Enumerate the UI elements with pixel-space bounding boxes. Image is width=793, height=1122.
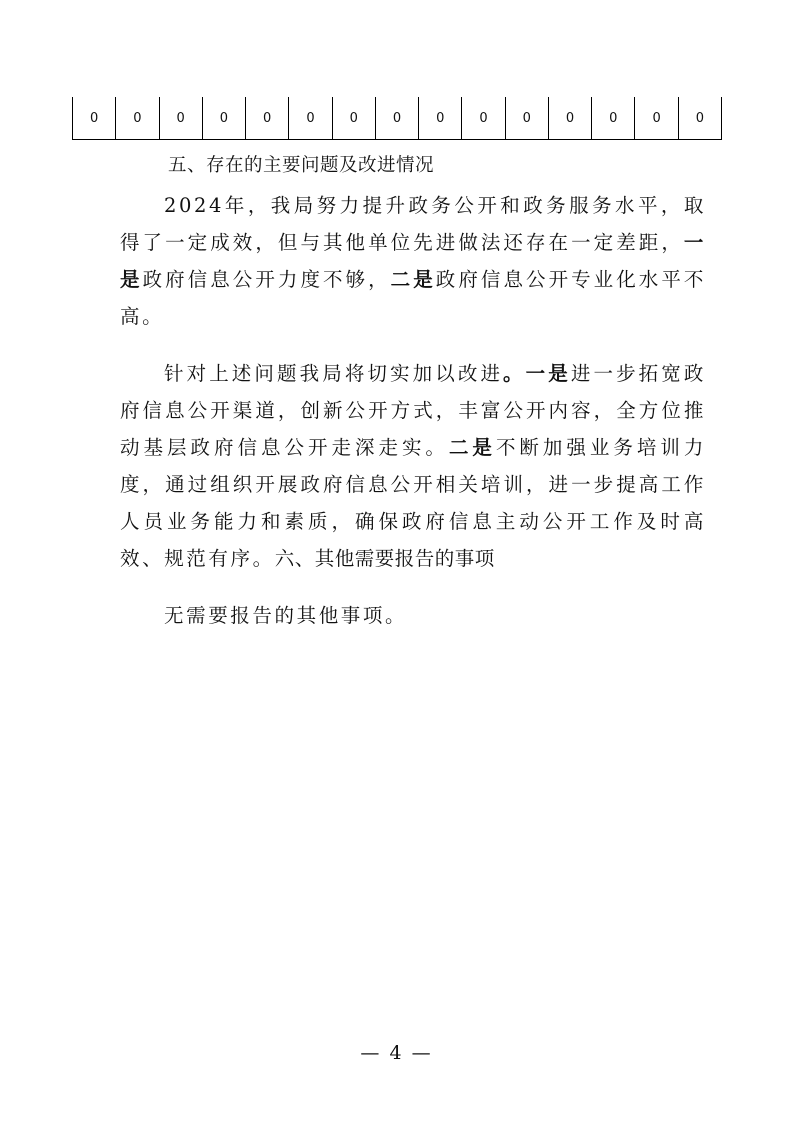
table-cell: 0 — [548, 97, 591, 140]
table-cell: 0 — [462, 97, 505, 140]
section-5-paragraph-1 — [120, 187, 706, 335]
paragraph-text: 不断加强业务培训力度，通过组织开展政府信息公开相关培训，进一步提高工作人员业务能力和素质，确保政府信息主动公开工作及时高效、规范有序。 — [120, 436, 706, 570]
bold-marker-second: 二是 — [390, 268, 436, 291]
section-5-heading: 五、存在的主要问题及改进情况 — [168, 155, 435, 176]
statistics-table-fragment — [72, 97, 722, 140]
table-cell: 0 — [246, 97, 289, 140]
bold-marker-first: 。一是 — [503, 362, 571, 385]
section-6-paragraph: 无需要报告的其他事项。 — [164, 604, 408, 627]
table-row — [73, 97, 722, 140]
bold-marker-first: 一是 — [120, 231, 706, 291]
table-cell: 0 — [678, 97, 721, 140]
section-6-heading: 六、其他需要报告的事项 — [274, 547, 495, 570]
paragraph-text: 政府信息公开力度不够， — [142, 268, 391, 291]
table-cell: 0 — [419, 97, 462, 140]
bold-marker-second: 二是 — [448, 436, 496, 459]
table-cell: 0 — [202, 97, 245, 140]
paragraph-text: 进一步拓宽政府信息公开渠道，创新公开方式，丰富公开内容，全方位推动基层政府信息公开走深走实。 — [120, 362, 706, 459]
statistics-table — [72, 97, 722, 140]
table-cell: 0 — [116, 97, 159, 140]
paragraph-text: 2024年，我局努力提升政务公开和政务服务水平，取得了一定成效，但与其他单位先进做法还存在一定差距， — [120, 194, 706, 254]
table-cell: 0 — [592, 97, 635, 140]
table-cell: 0 — [505, 97, 548, 140]
table-cell: 0 — [289, 97, 332, 140]
table-cell: 0 — [73, 97, 116, 140]
page-number: — 4 — — [360, 1042, 433, 1064]
paragraph-text: 政府信息公开专业化水平不高。 — [120, 268, 707, 328]
paragraph-text: 针对上述问题我局将切实加以改进 — [164, 362, 504, 385]
table-cell: 0 — [159, 97, 202, 140]
section-5-paragraph-2 — [120, 355, 706, 577]
table-cell: 0 — [375, 97, 418, 140]
table-cell: 0 — [332, 97, 375, 140]
table-cell: 0 — [635, 97, 678, 140]
